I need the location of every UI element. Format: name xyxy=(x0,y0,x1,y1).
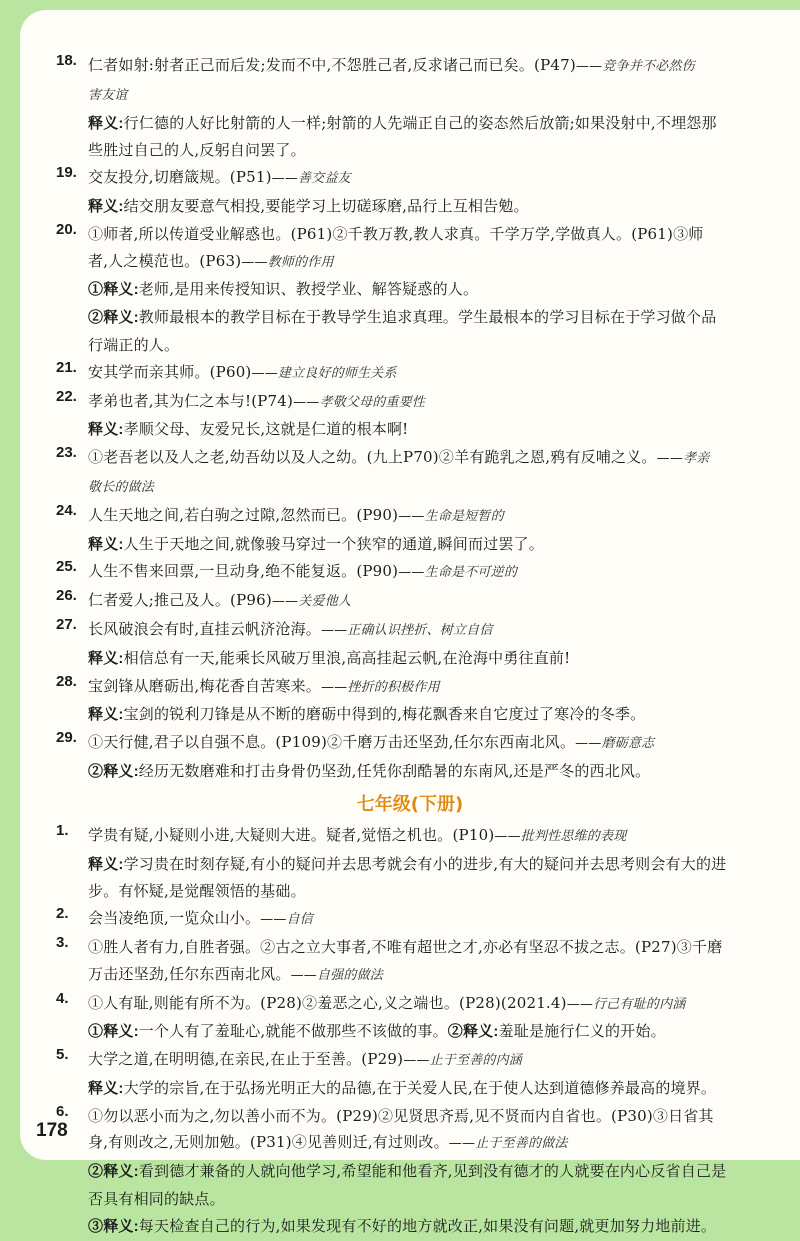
explanation-label: 释义: xyxy=(88,535,124,553)
explanation-label: 释义: xyxy=(88,649,124,667)
topic-tag: ——止于至善的做法 xyxy=(448,1136,568,1152)
entry-text: 否具有相同的缺点。 xyxy=(88,1190,225,1209)
entry-line xyxy=(88,1046,764,1075)
topic-tag: 害友谊 xyxy=(88,87,128,103)
entry-line xyxy=(88,193,764,221)
topic-tag: ——自强的做法 xyxy=(290,967,383,983)
entry-line xyxy=(88,1103,764,1130)
entry-line xyxy=(88,531,764,559)
entry-text: ①天行健,君子以自强不息。(P109)②千磨万击还坚劲,任尔东西南北风。 xyxy=(88,733,576,752)
entry-line xyxy=(88,990,764,1019)
entry-text: 长风破浪会有时,直挂云帆济沧海。 xyxy=(88,619,321,638)
entry-line xyxy=(88,1018,764,1046)
topic-tag: ——孝亲 xyxy=(656,451,710,467)
entry-text: 人生不售来回票,一旦动身,绝不能复返。(P90) xyxy=(88,562,399,581)
entry-text: ①师者,所以传道受业解惑也。(P61)②千教万教,教人求真。千学万学,学做真人。(P61)③师 xyxy=(88,224,704,243)
quote-entry xyxy=(56,729,764,786)
explanation-label: 释义: xyxy=(88,855,124,873)
topic-tag: ——生命是不可逆的 xyxy=(398,565,518,581)
entry-number: 18. xyxy=(56,52,77,69)
entry-number: 29. xyxy=(56,729,77,747)
quote-entry xyxy=(56,990,764,1047)
entry-line xyxy=(88,851,764,879)
quote-entry xyxy=(56,558,764,587)
explanation-label: 释义: xyxy=(88,1079,124,1097)
topic-tag: ——磨砺意志 xyxy=(575,736,655,752)
entry-line xyxy=(88,905,764,934)
quote-entry xyxy=(56,822,764,905)
entry-text: 相信总有一天,能乘长风破万里浪,高高挂起云帆,在沧海中勇往直前! xyxy=(123,648,571,667)
entry-number: 23. xyxy=(56,444,77,462)
entry-line xyxy=(88,81,764,110)
entry-number: 6. xyxy=(56,1102,69,1120)
entries-list-bottom xyxy=(56,822,764,1241)
entry-text: 会当凌绝顶,一览众山小。 xyxy=(88,909,261,928)
quote-entry xyxy=(56,221,764,359)
topic-tag: ——关爱他人 xyxy=(271,594,352,610)
entry-line xyxy=(88,52,764,81)
entry-text: 经历无数磨难和打击身骨仍坚劲,任凭你刮酷暑的东南风,还是严冬的西北风。 xyxy=(138,761,651,780)
entry-line xyxy=(88,502,764,531)
explanation-label: 释义: xyxy=(88,706,124,724)
entry-text: 行仁德的人好比射箭的人一样;射箭的人先端正自己的姿态然后放箭;如果没射中,不埋怨那 xyxy=(123,113,717,132)
entry-line xyxy=(88,1075,764,1103)
entry-line xyxy=(88,587,764,616)
entry-text: 一个人有了羞耻心,就能不做那些不该做的事。 xyxy=(138,1022,448,1041)
entry-number: 21. xyxy=(56,358,77,376)
entry-line xyxy=(88,934,764,961)
entry-text: 仁者如射:射者正己而后发;发而不中,不怨胜己者,反求诸己而已矣。(P47) xyxy=(88,56,576,74)
entry-text: 万击还坚劲,任尔东西南北风。 xyxy=(88,964,291,983)
entry-text: 者,人之模范也。(P63) xyxy=(88,251,242,270)
explanation-label: ①释义: xyxy=(88,1023,139,1041)
entry-number: 20. xyxy=(56,220,77,238)
quote-entry xyxy=(56,934,764,990)
entry-line xyxy=(88,276,764,304)
entry-text: 人生于天地之间,就像骏马穿过一个狭窄的通道,瞬间而过罢了。 xyxy=(123,534,544,553)
entry-text: ①勿以恶小而为之,勿以善小而不为。(P29)②见贤思齐焉,见不贤而内自省也。(P30)③日省其 xyxy=(88,1106,714,1125)
quote-entry xyxy=(56,587,764,616)
quote-entry xyxy=(56,502,764,559)
entry-line xyxy=(88,332,764,359)
entry-text: 学习贵在时刻存疑,有小的疑问并去思考就会有小的进步,有大的疑问并去思考则会有大的进 xyxy=(123,854,727,873)
explanation-label: ②释义: xyxy=(447,1023,499,1041)
entry-text: 步。有怀疑,是觉醒领悟的基础。 xyxy=(88,882,306,901)
entry-line xyxy=(88,164,764,193)
entry-line xyxy=(88,137,764,164)
entry-text: 老师,是用来传授知识、教授学业、解答疑惑的人。 xyxy=(138,280,479,299)
entry-line xyxy=(88,1129,764,1158)
topic-tag: ——建立良好的师生关系 xyxy=(251,365,397,381)
entry-line xyxy=(88,558,764,587)
page-content xyxy=(56,52,764,1241)
entry-number: 1. xyxy=(56,821,69,839)
quote-entry xyxy=(56,359,764,388)
topic-tag: ——自信 xyxy=(260,912,313,928)
quote-entry xyxy=(56,905,764,934)
entry-line xyxy=(88,616,764,645)
explanation-label: ②释义: xyxy=(88,1163,139,1181)
entry-number: 26. xyxy=(56,587,77,605)
document-page xyxy=(20,10,800,1235)
explanation-label: ③释义: xyxy=(88,1217,139,1235)
explanation-label: ①释义: xyxy=(88,281,139,299)
entry-line xyxy=(88,304,764,332)
entry-text: 交友投分,切磨箴规。(P51) xyxy=(88,168,272,187)
entry-number: 5. xyxy=(56,1046,69,1064)
quote-entry xyxy=(56,616,764,673)
entry-line xyxy=(88,444,764,473)
explanation-label: 释义: xyxy=(88,421,124,439)
entry-line xyxy=(88,1186,764,1213)
explanation-label: ②释义: xyxy=(88,309,139,327)
topic-tag: ——挫折的积极作用 xyxy=(320,679,440,695)
topic-tag: ——止于至善的内涵 xyxy=(403,1053,523,1069)
entry-text: 行端正的人。 xyxy=(88,335,180,354)
topic-tag: ——竞争并不必然伤 xyxy=(575,59,695,74)
entry-text: ①胜人者有力,自胜者强。②古之立大事者,不唯有超世之才,亦必有坚忍不拔之志。(P27)③千磨 xyxy=(88,937,723,956)
explanation-label: 释义: xyxy=(88,197,124,215)
entry-text: 羞耻是施行仁义的开始。 xyxy=(498,1022,666,1041)
entry-number: 2. xyxy=(56,905,69,923)
entry-line xyxy=(88,701,764,729)
topic-tag: ——正确认识挫折、树立自信 xyxy=(320,622,493,638)
entry-number: 25. xyxy=(56,558,77,576)
entry-line xyxy=(88,822,764,851)
entry-text: 学贵有疑,小疑则小进,大疑则大进。疑者,觉悟之机也。(P10) xyxy=(88,825,495,844)
explanation-label: 释义: xyxy=(88,114,124,132)
quote-entry xyxy=(56,52,764,164)
entry-line xyxy=(88,416,764,444)
entry-line xyxy=(88,248,764,277)
entry-text: 孝顺父母、友爱兄长,这就是仁道的根本啊! xyxy=(123,420,409,439)
entry-text: 安其学而亲其师。(P60) xyxy=(88,362,252,381)
page-number: 178 xyxy=(36,1120,68,1141)
entry-number: 28. xyxy=(56,672,77,690)
entry-text: 教师最根本的教学目标在于教导学生追求真理。学生最根本的学习目标在于学习做个品 xyxy=(138,308,717,327)
entry-text: 看到德才兼备的人就向他学习,希望能和他看齐,见到没有德才的人就要在内心反省自己是 xyxy=(138,1162,727,1181)
entry-text: 宝剑锋从磨砺出,梅花香自苦寒来。 xyxy=(88,676,321,695)
quote-entry xyxy=(56,1046,764,1103)
entry-text: 身,有则改之,无则加勉。(P31)④见善则迁,有过则改。 xyxy=(88,1133,449,1152)
entry-text: ①人有耻,则能有所不为。(P28)②羞恶之心,义之端也。(P28)(2021.4) xyxy=(88,993,567,1012)
entry-text: 每天检查自己的行为,如果发现有不好的地方就改正,如果没有问题,就更加努力地前进。 xyxy=(138,1216,717,1235)
quote-entry xyxy=(56,444,764,502)
entry-line xyxy=(88,1213,764,1241)
topic-tag: ——教师的作用 xyxy=(241,254,334,270)
entries-list-top xyxy=(56,52,764,786)
entry-line xyxy=(88,1158,764,1186)
entry-number: 27. xyxy=(56,615,77,633)
topic-tag: 敬长的做法 xyxy=(88,479,155,495)
entry-line xyxy=(88,388,764,417)
quote-entry xyxy=(56,673,764,730)
entry-line xyxy=(88,473,764,502)
quote-entry xyxy=(56,1103,764,1241)
topic-tag: ——生命是短暂的 xyxy=(398,508,504,524)
entry-number: 3. xyxy=(56,933,69,951)
entry-text: ①老吾老以及人之老,幼吾幼以及人之幼。(九上P70)②羊有跪乳之恩,鸦有反哺之义。 xyxy=(88,448,657,467)
section-title: 七年级(下册) xyxy=(356,793,464,815)
topic-tag: ——批判性思维的表现 xyxy=(494,828,627,844)
entry-text: 结交朋友要意气相投,要能学习上切磋琢磨,品行上互相告勉。 xyxy=(123,196,529,215)
quote-entry xyxy=(56,164,764,221)
topic-tag: ——孝敬父母的重要性 xyxy=(293,394,426,410)
entry-line xyxy=(88,961,764,990)
entry-text: 孝弟也者,其为仁之本与!(P74) xyxy=(88,391,294,410)
entry-line xyxy=(88,729,764,758)
entry-line xyxy=(88,758,764,786)
entry-text: 大学之道,在明明德,在亲民,在止于至善。(P29) xyxy=(88,1050,404,1069)
entry-line xyxy=(88,221,764,248)
explanation-label: ②释义: xyxy=(88,762,139,780)
quote-entry xyxy=(56,388,764,445)
entry-text: 人生天地之间,若白驹之过隙,忽然而已。(P90) xyxy=(88,505,399,524)
entry-number: 4. xyxy=(56,989,69,1007)
topic-tag: ——行己有耻的内涵 xyxy=(566,996,686,1012)
entry-line xyxy=(88,359,764,388)
entry-number: 19. xyxy=(56,164,77,182)
entry-line xyxy=(88,645,764,673)
entry-line xyxy=(88,110,764,138)
entry-text: 仁者爱人;推己及人。(P96) xyxy=(88,591,272,610)
entry-line xyxy=(88,673,764,702)
entry-number: 22. xyxy=(56,387,77,405)
entry-text: 大学的宗旨,在于弘扬光明正大的品德,在于关爱人民,在于使人达到道德修养最高的境界。 xyxy=(123,1078,717,1097)
entry-number: 24. xyxy=(56,501,77,519)
topic-tag: ——善交益友 xyxy=(271,171,351,187)
entry-text: 宝剑的锐利刀锋是从不断的磨砺中得到的,梅花飘香来自它度过了寒冷的冬季。 xyxy=(123,705,646,724)
entry-line xyxy=(88,878,764,905)
entry-text: 些胜过自己的人,反躬自问罢了。 xyxy=(88,141,306,160)
